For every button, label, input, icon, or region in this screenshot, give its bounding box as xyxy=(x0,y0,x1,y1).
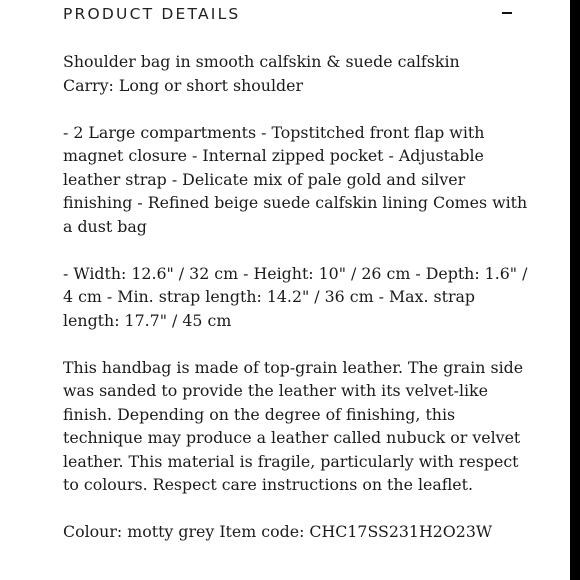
product-description xyxy=(63,50,533,567)
dimensions-paragraph: - Width: 12.6" / 32 cm - Height: 10" / 26 cm - Depth: 1.6" / 4 cm - Min. strap length: 14.2" / 36 cm - Max. strap length: 17.7" / 45 cm xyxy=(63,263,528,330)
right-edge-border xyxy=(570,0,580,580)
carry-line: Carry: Long or short shoulder xyxy=(63,75,304,95)
minus-icon[interactable] xyxy=(494,2,520,28)
features-paragraph: - 2 Large compartments - Topstitched front flap with magnet closure - Internal zipped pocket - Adjustable leather strap - Delicate mix of pale gold and silver finishing - Refined beige suede calfskin lining Comes with a dust bag xyxy=(63,122,528,236)
colour-item-code: Colour: motty grey Item code: CHC17SS231H2O23W xyxy=(63,522,493,541)
product-details-header[interactable] xyxy=(0,0,580,34)
care-paragraph: This handbag is made of top-grain leather. The grain side was sanded to provide the leather with its velvet-like finish. Depending on the degree of finishing, this technique may produce a leather called nubuck or velvet leather. This material is fragile, particularly with respect to colours. Respect care instructions on the leaflet. xyxy=(63,357,524,494)
description-line: Shoulder bag in smooth calfskin & suede calfskin xyxy=(63,52,460,71)
section-title: PRODUCT DETAILS xyxy=(63,5,241,23)
minus-icon-bar xyxy=(502,12,512,14)
